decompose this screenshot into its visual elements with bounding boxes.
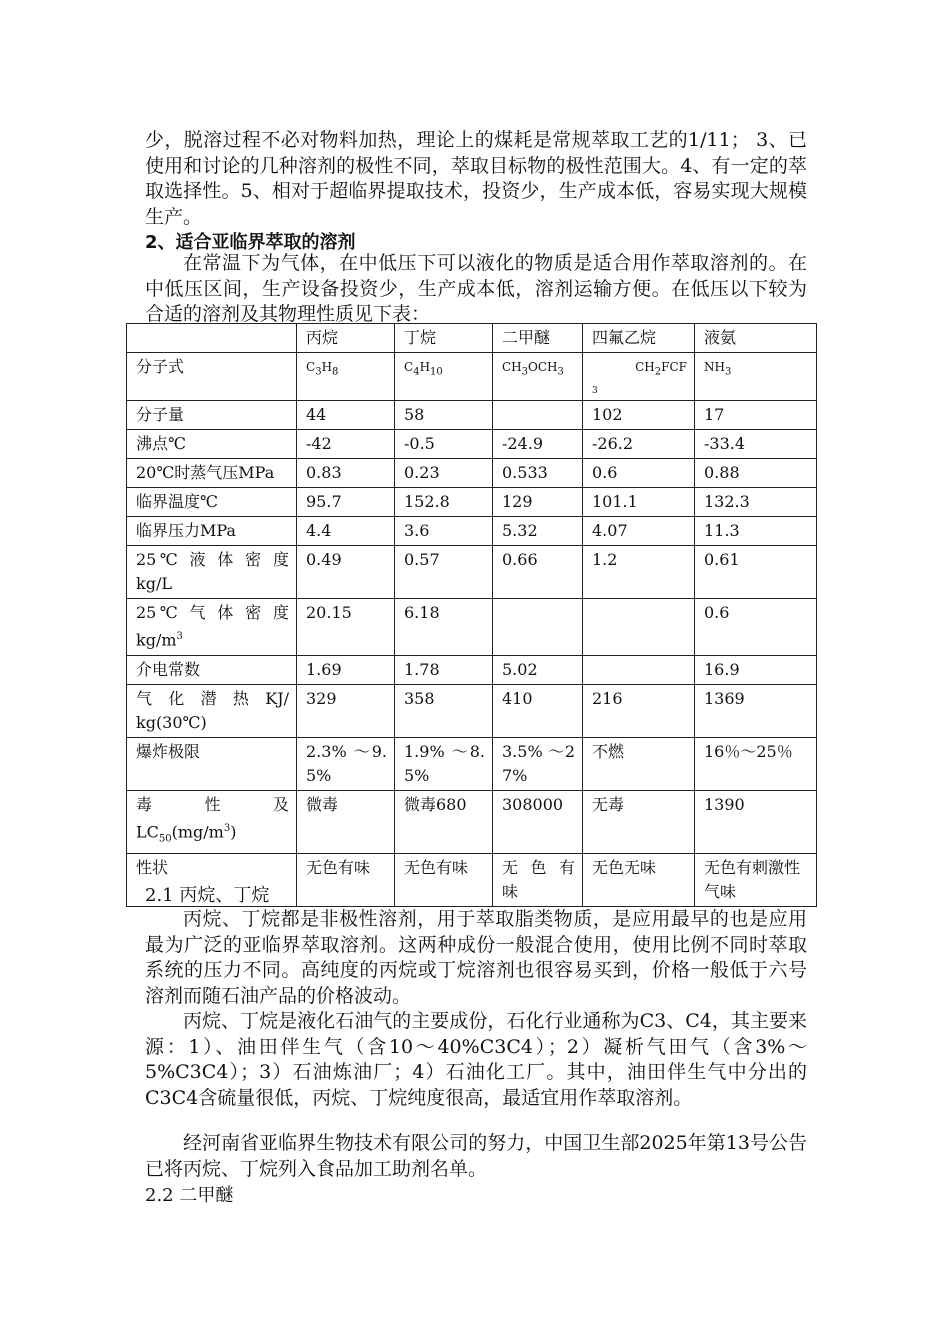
row-label-line2: $LC_{50}(mg/m^3)$ xyxy=(136,822,237,845)
table-cell: 308000 xyxy=(493,790,583,854)
table-cell: 152.8 xyxy=(395,488,493,517)
table-cell: -26.2 xyxy=(583,430,695,459)
table-cell: 0.88 xyxy=(695,459,817,488)
formula-tail: 3 xyxy=(592,386,598,397)
row-label: 临界温度℃ xyxy=(127,488,297,517)
table-cell: 不燃 xyxy=(583,737,695,790)
table-cell: 0.66 xyxy=(493,546,583,599)
row-label-line1: 毒 性 及 xyxy=(136,794,289,814)
section-2-1-paragraph-3: 经河南省亚临界生物技术有限公司的努力，中国卫生部2025年第13号公告已将丙烷、丁烷列入食品加工助剂名单。 xyxy=(145,1132,807,1180)
formula-cell xyxy=(583,353,695,401)
table-cell: -33.4 xyxy=(695,430,817,459)
table-cell: 216 xyxy=(583,684,695,737)
table-cell: 0.533 xyxy=(493,459,583,488)
table-cell: 无色有刺激性气味 xyxy=(695,854,817,907)
table-cell: 4.4 xyxy=(297,517,395,546)
table-cell: 无 色 有 味 xyxy=(493,854,583,907)
table-cell xyxy=(583,655,695,684)
table-cell xyxy=(493,599,583,655)
table-row xyxy=(127,737,817,790)
table-cell: 132.3 xyxy=(695,488,817,517)
table-cell: 1.78 xyxy=(395,655,493,684)
table-cell: 0.6 xyxy=(583,459,695,488)
table-cell: -24.9 xyxy=(493,430,583,459)
table-cell: -0.5 xyxy=(395,430,493,459)
table-cell: 16.9 xyxy=(695,655,817,684)
table-cell: 0.6 xyxy=(695,599,817,655)
row-label: 爆炸极限 xyxy=(127,737,297,790)
table-cell: 16％～25％ xyxy=(695,737,817,790)
table-cell xyxy=(493,401,583,430)
row-label: 介电常数 xyxy=(127,655,297,684)
row-label-line1: 25℃ 液 体 密 度 xyxy=(136,550,289,570)
row-label-line2: kg/L xyxy=(136,574,172,594)
section-2-2-heading: 2.2 二甲醚 xyxy=(145,1185,234,1206)
formula-main: $CH_2FCF$ xyxy=(635,360,687,378)
row-label-line2: kg(30℃) xyxy=(136,712,207,732)
table-cell: 11.3 xyxy=(695,517,817,546)
table-cell: 0.23 xyxy=(395,459,493,488)
section-2-1-paragraph-1: 丙烷、丁烷都是非极性溶剂，用于萃取脂类物质，是应用最早的也是应用最为广泛的亚临界萃取溶剂。这两种成份一般混合使用，使用比例不同时萃取系统的压力不同。高纯度的丙烷或丁烷溶剂也很容易买到，价格一般低于六号溶剂而随石油产品的价格波动。 xyxy=(145,908,807,1007)
table-cell: 0.57 xyxy=(395,546,493,599)
row-label-line1: 气 化 潜 热 KJ/ xyxy=(136,688,289,708)
table-cell: 1390 xyxy=(695,790,817,854)
table-cell: 2.3% ～9.5% xyxy=(297,737,395,790)
table-cell: 4.07 xyxy=(583,517,695,546)
table-cell: 102 xyxy=(583,401,695,430)
section-2-paragraph: 在常温下为气体，在中低压下可以液化的物质是适合用作萃取溶剂的。在中低压区间，生产设备投资少，生产成本低，溶剂运输方便。在低压以下较为合适的溶剂及其物理性质见下表： xyxy=(145,252,807,325)
table-cell: 3.5% ～27% xyxy=(493,737,583,790)
row-label xyxy=(127,599,297,655)
table-row xyxy=(127,684,817,737)
table-row xyxy=(127,599,817,655)
table-header-cell: 四氟乙烷 xyxy=(583,324,695,353)
table-header-cell xyxy=(127,324,297,353)
row-label: 分子量 xyxy=(127,401,297,430)
table-cell: 20.15 xyxy=(297,599,395,655)
row-label: 沸点℃ xyxy=(127,430,297,459)
table-cell: 129 xyxy=(493,488,583,517)
row-label-line2: $kg/m^3$ xyxy=(136,630,183,650)
row-label: 临界压力MPa xyxy=(127,517,297,546)
intro-paragraph: 少，脱溶过程不必对物料加热，理论上的煤耗是常规萃取工艺的1/11； 3、已使用和讨论的几种溶剂的极性不同，萃取目标物的极性范围大。4、有一定的萃取选择性。5、相对于超临界提取技术，投资少，生产成本低，容易实现大规模生产。 xyxy=(145,129,807,228)
table-cell: 0.83 xyxy=(297,459,395,488)
formula-cell: $C_3H_8$ xyxy=(297,353,395,401)
row-label xyxy=(127,790,297,854)
formula-cell: $C_4H_{10}$ xyxy=(395,353,493,401)
formula-cell: $NH_3$ xyxy=(695,353,817,401)
table-cell: 6.18 xyxy=(395,599,493,655)
table-header-cell: 液氨 xyxy=(695,324,817,353)
table-row xyxy=(127,517,817,546)
table-header-cell: 二甲醚 xyxy=(493,324,583,353)
row-label xyxy=(127,546,297,599)
table-cell: 5.02 xyxy=(493,655,583,684)
table-cell: 0.49 xyxy=(297,546,395,599)
table-header-cell: 丁烷 xyxy=(395,324,493,353)
formula-cell: $CH_3OCH_3$ xyxy=(493,353,583,401)
table-cell: 329 xyxy=(297,684,395,737)
table-cell: 无色无味 xyxy=(583,854,695,907)
table-cell: 1.2 xyxy=(583,546,695,599)
table-cell: 17 xyxy=(695,401,817,430)
table-cell: 101.1 xyxy=(583,488,695,517)
row-label: 分子式 xyxy=(127,353,297,401)
section-2-1-paragraph-2: 丙烷、丁烷是液化石油气的主要成份，石化行业通称为C3、C4，其主要来源：1）、油田伴生气（含10～40%C3C4）；2）凝析气田气（含3%～5%C3C4）；3）石油炼油厂；4）石油化工厂。其中，油田伴生气中分出的C3C4含硫量很低，丙烷、丁烷纯度很高，最适宜用作萃取溶剂。 xyxy=(145,1010,807,1109)
section-2-heading: 2、适合亚临界萃取的溶剂 xyxy=(145,232,356,253)
solvent-properties-table xyxy=(126,323,817,907)
table-cell: 微毒 xyxy=(297,790,395,854)
table-row xyxy=(127,353,817,401)
table-cell: -42 xyxy=(297,430,395,459)
row-label: 20℃时蒸气压MPa xyxy=(127,459,297,488)
table-cell: 95.7 xyxy=(297,488,395,517)
table-cell: 微毒680 xyxy=(395,790,493,854)
table-row xyxy=(127,459,817,488)
table-cell: 1.69 xyxy=(297,655,395,684)
table-header-row xyxy=(127,324,817,353)
row-label-line1: 25℃ 气 体 密 度 xyxy=(136,603,289,623)
table-cell: 无毒 xyxy=(583,790,695,854)
row-label: 性状 xyxy=(127,854,297,907)
row-label xyxy=(127,684,297,737)
table-cell: 1369 xyxy=(695,684,817,737)
table-cell xyxy=(583,599,695,655)
table-row xyxy=(127,401,817,430)
table-cell: 58 xyxy=(395,401,493,430)
table-row xyxy=(127,790,817,854)
table-row xyxy=(127,488,817,517)
table-row xyxy=(127,655,817,684)
table-row xyxy=(127,546,817,599)
table-cell: 5.32 xyxy=(493,517,583,546)
table-row xyxy=(127,430,817,459)
table-cell: 44 xyxy=(297,401,395,430)
table-cell: 1.9% ～8.5% xyxy=(395,737,493,790)
table-cell: 358 xyxy=(395,684,493,737)
table-cell: 410 xyxy=(493,684,583,737)
table-cell: 无色有味 xyxy=(297,854,395,907)
table-cell: 3.6 xyxy=(395,517,493,546)
table-header-cell: 丙烷 xyxy=(297,324,395,353)
table-cell: 0.61 xyxy=(695,546,817,599)
section-2-1-heading: 2.1 丙烷、丁烷 xyxy=(145,885,270,906)
table-cell: 无色有味 xyxy=(395,854,493,907)
